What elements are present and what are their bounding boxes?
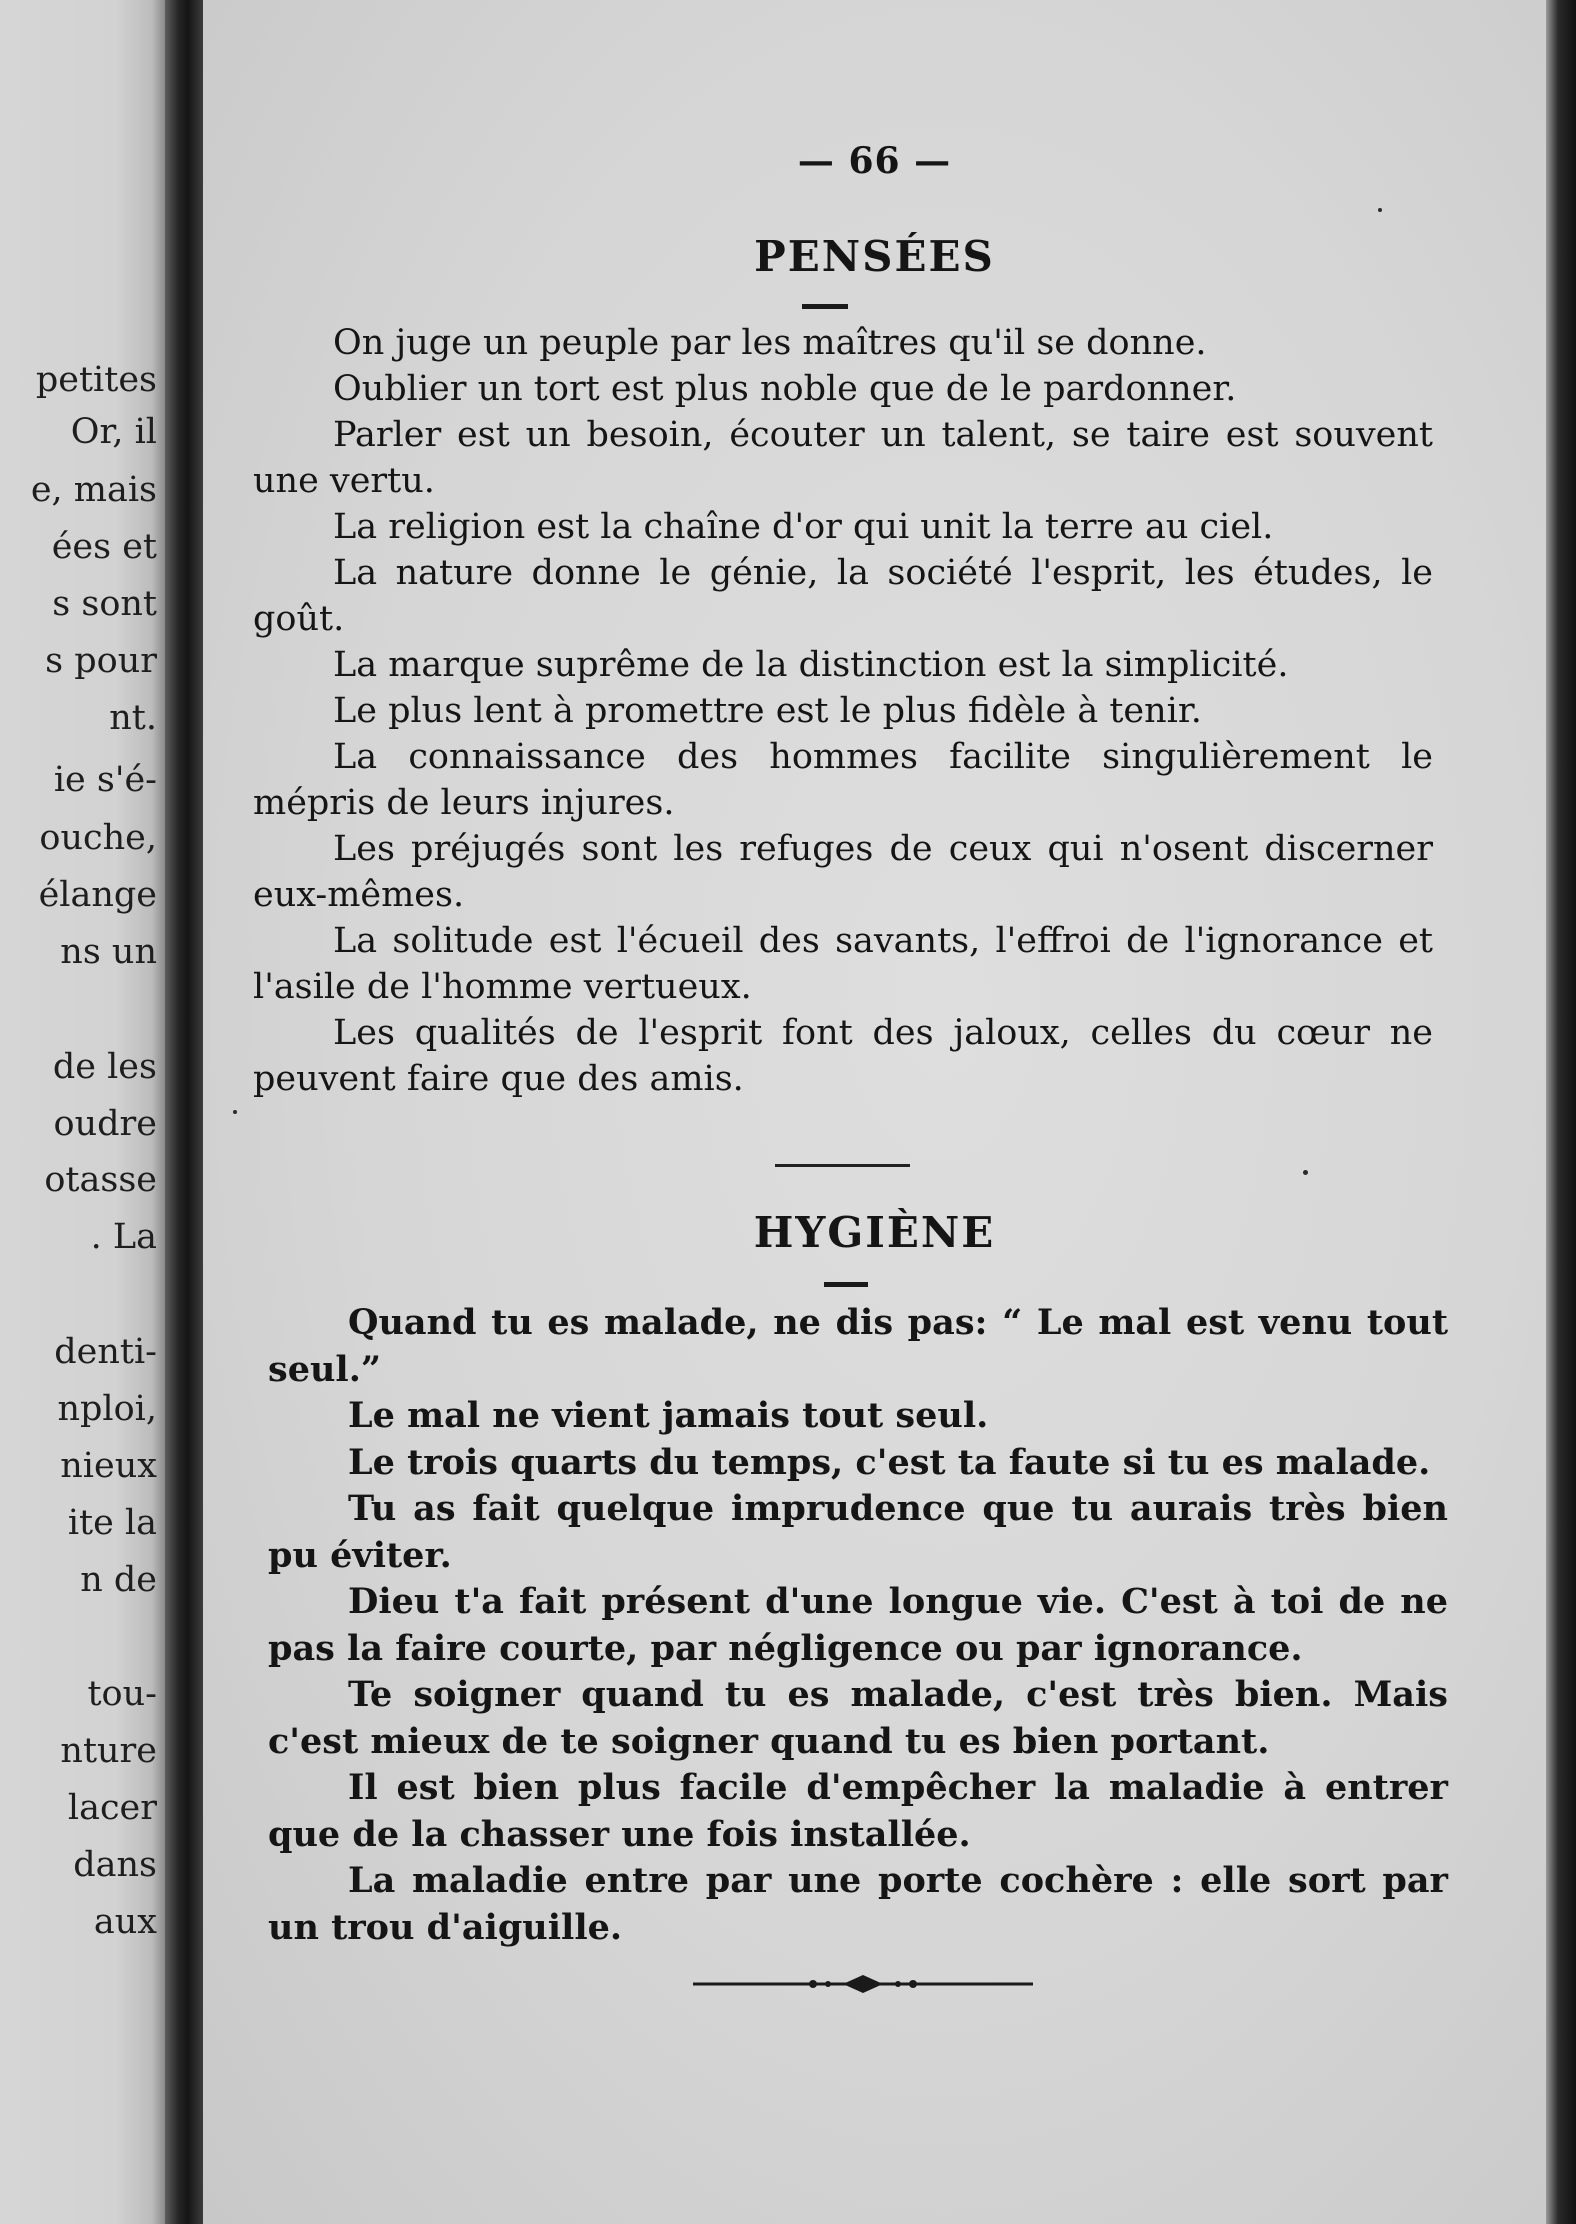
left-page-line: n de bbox=[80, 1560, 157, 1600]
left-page-line: de les bbox=[52, 1047, 157, 1087]
paragraph: Tu as fait quelque imprudence que tu aurais très bien pu éviter. bbox=[268, 1488, 1448, 1576]
section-separator-rule bbox=[775, 1164, 910, 1167]
section-title-hygiene: HYGIÈNE bbox=[753, 1208, 996, 1257]
left-page-line: Or, il bbox=[70, 412, 157, 452]
paragraph: La maladie entre par une porte cochère : elle sort par un trou d'aiguille. bbox=[268, 1860, 1448, 1948]
paragraph: La marque suprême de la distinction est la simplicité. bbox=[333, 645, 1289, 685]
paragraph: Parler est un besoin, écouter un talent, se taire est souvent une vertu. bbox=[253, 415, 1433, 501]
left-facing-page bbox=[0, 0, 165, 2224]
section-body-hygiene bbox=[268, 1300, 1448, 1951]
paragraph: Le plus lent à promettre est le plus fidèle à tenir. bbox=[333, 691, 1202, 731]
left-page-line: nploi, bbox=[57, 1389, 157, 1429]
section-body-pensees bbox=[253, 320, 1433, 1102]
left-page-line: tou- bbox=[87, 1674, 157, 1714]
paragraph: Dieu t'a fait présent d'une longue vie. C'est à toi de ne pas la faire courte, par négligence ou par ignorance. bbox=[268, 1581, 1448, 1669]
paragraph: Les préjugés sont les refuges de ceux qui n'osent discerner eux-mêmes. bbox=[253, 829, 1433, 915]
section-title-pensees: PENSÉES bbox=[754, 232, 995, 281]
title-dash bbox=[802, 304, 848, 309]
left-page-line: nture bbox=[60, 1731, 157, 1771]
left-page-line: ie s'é- bbox=[53, 760, 157, 800]
print-speck bbox=[233, 1110, 237, 1114]
left-page-line: ées et bbox=[51, 527, 157, 567]
print-speck bbox=[1378, 208, 1382, 212]
paragraph: La connaissance des hommes facilite singulièrement le mépris de leurs injures. bbox=[253, 737, 1433, 823]
book-gutter bbox=[165, 0, 203, 2224]
left-page-line: lacer bbox=[67, 1788, 157, 1828]
paragraph: La nature donne le génie, la société l'esprit, les études, le goût. bbox=[253, 553, 1433, 639]
left-page-line: otasse bbox=[44, 1160, 157, 1200]
title-dash bbox=[824, 1282, 868, 1287]
left-page-line: ite la bbox=[67, 1503, 157, 1543]
left-page-line: dans bbox=[73, 1845, 157, 1885]
page-number: — 66 — bbox=[797, 140, 952, 182]
left-page-line: nt. bbox=[109, 698, 157, 738]
left-page-line: s sont bbox=[52, 584, 157, 624]
paragraph: Le trois quarts du temps, c'est ta faute si tu es malade. bbox=[348, 1441, 1431, 1483]
left-page-line: e, mais bbox=[30, 470, 157, 510]
book-page bbox=[203, 0, 1546, 2224]
left-page-line: . La bbox=[90, 1217, 157, 1257]
paragraph: La religion est la chaîne d'or qui unit la terre au ciel. bbox=[333, 507, 1274, 547]
left-page-line: s pour bbox=[45, 641, 157, 681]
paragraph: Il est bien plus facile d'empêcher la maladie à entrer que de la chasser une fois installée. bbox=[268, 1767, 1448, 1855]
page-right-edge bbox=[1546, 0, 1576, 2224]
paragraph: Te soigner quand tu es malade, c'est très bien. Mais c'est mieux de te soigner quand tu es bien portant. bbox=[268, 1674, 1448, 1762]
end-ornament-icon bbox=[693, 1972, 1033, 1996]
left-page-line: ouche, bbox=[39, 818, 157, 858]
paragraph: Quand tu es malade, ne dis pas: “ Le mal est venu tout seul.” bbox=[268, 1302, 1448, 1390]
left-page-line: élange bbox=[38, 875, 157, 915]
paragraph: On juge un peuple par les maîtres qu'il se donne. bbox=[333, 323, 1207, 363]
left-page-line: petites bbox=[35, 360, 157, 400]
print-speck bbox=[1303, 1170, 1308, 1175]
left-page-line: aux bbox=[93, 1902, 157, 1942]
paragraph: Le mal ne vient jamais tout seul. bbox=[348, 1395, 989, 1436]
left-page-line: ns un bbox=[60, 932, 157, 972]
left-page-line: oudre bbox=[53, 1104, 157, 1144]
left-page-line: nieux bbox=[60, 1446, 157, 1486]
left-page-line: denti- bbox=[54, 1332, 157, 1372]
paragraph: Les qualités de l'esprit font des jaloux, celles du cœur ne peuvent faire que des amis. bbox=[253, 1013, 1433, 1099]
paragraph: La solitude est l'écueil des savants, l'effroi de l'ignorance et l'asile de l'homme vertueux. bbox=[253, 921, 1433, 1007]
paragraph: Oublier un tort est plus noble que de le pardonner. bbox=[333, 369, 1237, 409]
